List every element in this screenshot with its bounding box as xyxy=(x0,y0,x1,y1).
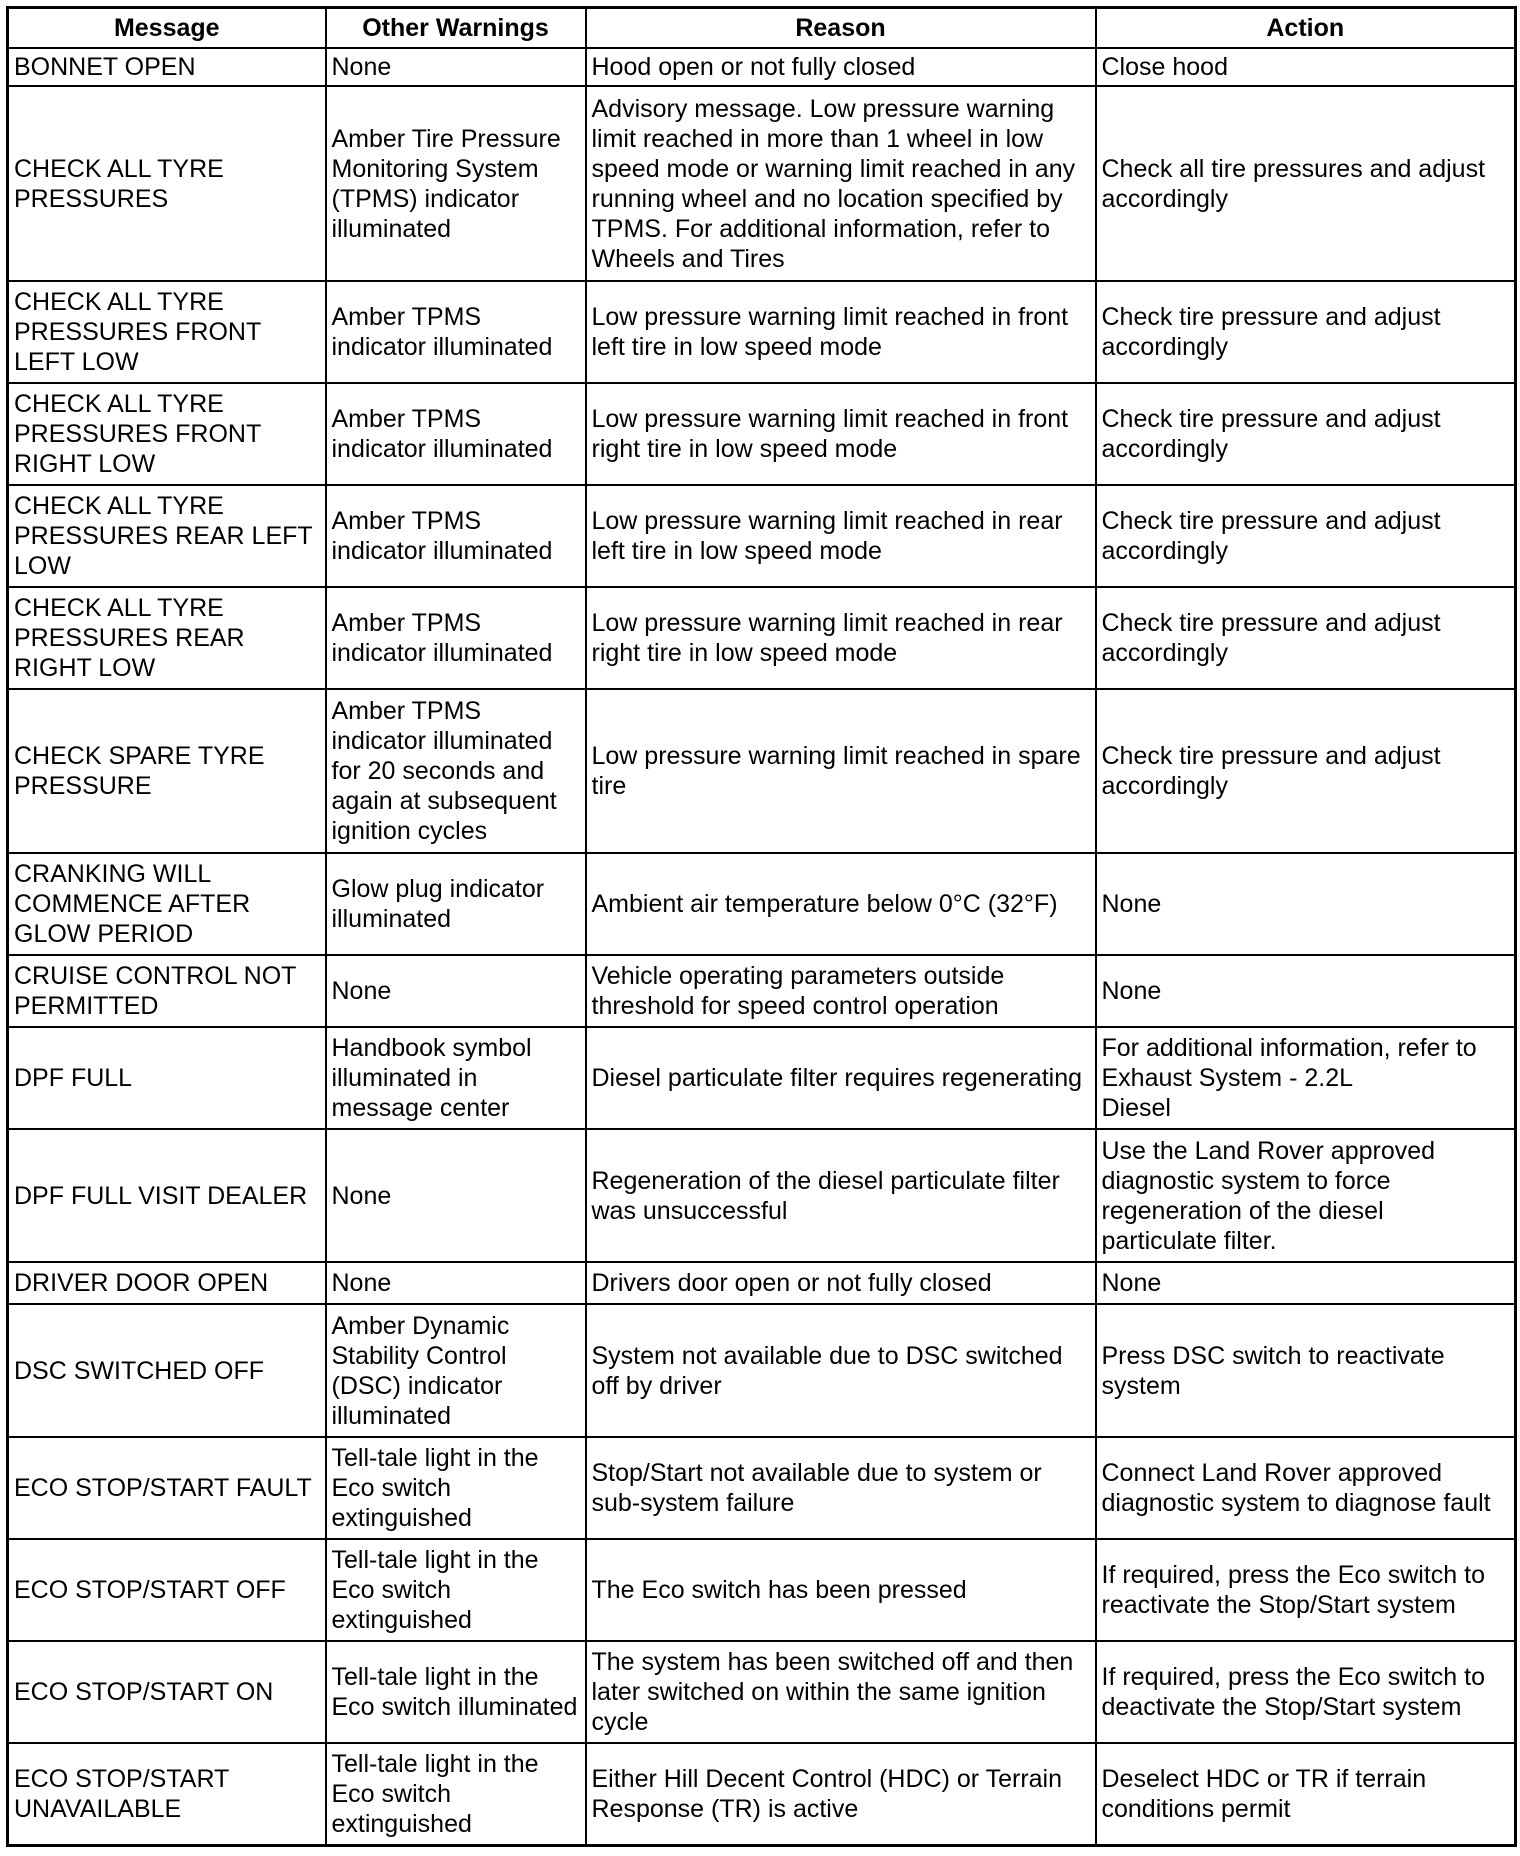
cell-reason: Low pressure warning limit reached in rear left tire in low speed mode xyxy=(586,485,1096,587)
cell-action: Check tire pressure and adjust accordingly xyxy=(1096,485,1516,587)
cell-reason: Either Hill Decent Control (HDC) or Terrain Response (TR) is active xyxy=(586,1743,1096,1845)
header-action: Action xyxy=(1096,8,1516,49)
table-row xyxy=(8,1129,1516,1262)
table-row xyxy=(8,955,1516,1027)
cell-other-warnings: Amber TPMS indicator illuminated xyxy=(326,383,586,485)
table-row xyxy=(8,587,1516,689)
cell-reason: Diesel particulate filter requires regenerating xyxy=(586,1027,1096,1129)
cell-other-warnings: Amber TPMS indicator illuminated xyxy=(326,281,586,383)
cell-other-warnings: Amber TPMS indicator illuminated for 20 seconds and again at subsequent ignition cycles xyxy=(326,689,586,853)
cell-message: CRANKING WILL COMMENCE AFTER GLOW PERIOD xyxy=(8,853,326,955)
cell-message: ECO STOP/START FAULT xyxy=(8,1437,326,1539)
cell-reason: Vehicle operating parameters outside threshold for speed control operation xyxy=(586,955,1096,1027)
table-row xyxy=(8,383,1516,485)
table-row xyxy=(8,1437,1516,1539)
cell-other-warnings: Tell-tale light in the Eco switch illuminated xyxy=(326,1641,586,1743)
cell-reason: Hood open or not fully closed xyxy=(586,48,1096,86)
cell-other-warnings: Tell-tale light in the Eco switch extinguished xyxy=(326,1743,586,1845)
cell-message: CHECK ALL TYRE PRESSURES xyxy=(8,86,326,281)
cell-reason: Low pressure warning limit reached in spare tire xyxy=(586,689,1096,853)
table-row xyxy=(8,86,1516,281)
cell-other-warnings: Tell-tale light in the Eco switch extinguished xyxy=(326,1539,586,1641)
cell-action: Close hood xyxy=(1096,48,1516,86)
cell-action: Check tire pressure and adjust accordingly xyxy=(1096,281,1516,383)
cell-reason: Low pressure warning limit reached in front right tire in low speed mode xyxy=(586,383,1096,485)
cell-other-warnings: Amber TPMS indicator illuminated xyxy=(326,485,586,587)
cell-action: If required, press the Eco switch to reactivate the Stop/Start system xyxy=(1096,1539,1516,1641)
cell-message: ECO STOP/START ON xyxy=(8,1641,326,1743)
table-row xyxy=(8,1262,1516,1304)
cell-action: Press DSC switch to reactivate system xyxy=(1096,1304,1516,1437)
cell-reason: Regeneration of the diesel particulate filter was unsuccessful xyxy=(586,1129,1096,1262)
cell-message: DPF FULL xyxy=(8,1027,326,1129)
cell-message: BONNET OPEN xyxy=(8,48,326,86)
cell-action: For additional information, refer to Exhaust System - 2.2L Diesel xyxy=(1096,1027,1516,1129)
cell-other-warnings: Glow plug indicator illuminated xyxy=(326,853,586,955)
cell-action: If required, press the Eco switch to deactivate the Stop/Start system xyxy=(1096,1641,1516,1743)
cell-message: ECO STOP/START OFF xyxy=(8,1539,326,1641)
cell-message: DRIVER DOOR OPEN xyxy=(8,1262,326,1304)
cell-other-warnings: Tell-tale light in the Eco switch extinguished xyxy=(326,1437,586,1539)
cell-message: CHECK ALL TYRE PRESSURES REAR LEFT LOW xyxy=(8,485,326,587)
table-row xyxy=(8,281,1516,383)
table-row xyxy=(8,1539,1516,1641)
cell-action: None xyxy=(1096,955,1516,1027)
cell-action: Check tire pressure and adjust accordingly xyxy=(1096,383,1516,485)
cell-reason: System not available due to DSC switched off by driver xyxy=(586,1304,1096,1437)
cell-reason: Stop/Start not available due to system or sub-system failure xyxy=(586,1437,1096,1539)
cell-reason: Low pressure warning limit reached in front left tire in low speed mode xyxy=(586,281,1096,383)
cell-action: Use the Land Rover approved diagnostic system to force regeneration of the diesel particulate filter. xyxy=(1096,1129,1516,1262)
table-header-row xyxy=(8,8,1516,49)
table-row xyxy=(8,1304,1516,1437)
table-body xyxy=(8,48,1516,1845)
warning-messages-table xyxy=(6,6,1517,1847)
table-row xyxy=(8,485,1516,587)
cell-message: CRUISE CONTROL NOT PERMITTED xyxy=(8,955,326,1027)
cell-reason: Drivers door open or not fully closed xyxy=(586,1262,1096,1304)
cell-other-warnings: Handbook symbol illuminated in message center xyxy=(326,1027,586,1129)
header-reason: Reason xyxy=(586,8,1096,49)
table-row xyxy=(8,1027,1516,1129)
cell-message: DSC SWITCHED OFF xyxy=(8,1304,326,1437)
cell-reason: The Eco switch has been pressed xyxy=(586,1539,1096,1641)
cell-action: Connect Land Rover approved diagnostic system to diagnose fault xyxy=(1096,1437,1516,1539)
cell-message: CHECK ALL TYRE PRESSURES FRONT RIGHT LOW xyxy=(8,383,326,485)
table-row xyxy=(8,689,1516,853)
cell-action: None xyxy=(1096,853,1516,955)
cell-reason: Ambient air temperature below 0°C (32°F) xyxy=(586,853,1096,955)
cell-other-warnings: Amber Tire Pressure Monitoring System (TPMS) indicator illuminated xyxy=(326,86,586,281)
table-row xyxy=(8,1641,1516,1743)
cell-action: Deselect HDC or TR if terrain conditions permit xyxy=(1096,1743,1516,1845)
cell-action: None xyxy=(1096,1262,1516,1304)
cell-other-warnings: None xyxy=(326,955,586,1027)
cell-action: Check tire pressure and adjust accordingly xyxy=(1096,689,1516,853)
cell-reason: The system has been switched off and then later switched on within the same ignition cycle xyxy=(586,1641,1096,1743)
cell-message: CHECK ALL TYRE PRESSURES FRONT LEFT LOW xyxy=(8,281,326,383)
cell-other-warnings: Amber TPMS indicator illuminated xyxy=(326,587,586,689)
header-message: Message xyxy=(8,8,326,49)
header-other-warnings: Other Warnings xyxy=(326,8,586,49)
cell-other-warnings: None xyxy=(326,48,586,86)
table-row xyxy=(8,48,1516,86)
cell-action: Check all tire pressures and adjust accordingly xyxy=(1096,86,1516,281)
cell-action: Check tire pressure and adjust accordingly xyxy=(1096,587,1516,689)
cell-message: CHECK SPARE TYRE PRESSURE xyxy=(8,689,326,853)
cell-reason: Advisory message. Low pressure warning limit reached in more than 1 wheel in low speed mode or warning limit reached in any running wheel and no location specified by TPMS. For additional information, refer to Wheels and Tires xyxy=(586,86,1096,281)
table-row xyxy=(8,853,1516,955)
table-row xyxy=(8,1743,1516,1845)
cell-other-warnings: None xyxy=(326,1129,586,1262)
cell-other-warnings: Amber Dynamic Stability Control (DSC) indicator illuminated xyxy=(326,1304,586,1437)
cell-other-warnings: None xyxy=(326,1262,586,1304)
cell-message: CHECK ALL TYRE PRESSURES REAR RIGHT LOW xyxy=(8,587,326,689)
cell-reason: Low pressure warning limit reached in rear right tire in low speed mode xyxy=(586,587,1096,689)
cell-message: ECO STOP/START UNAVAILABLE xyxy=(8,1743,326,1845)
cell-message: DPF FULL VISIT DEALER xyxy=(8,1129,326,1262)
